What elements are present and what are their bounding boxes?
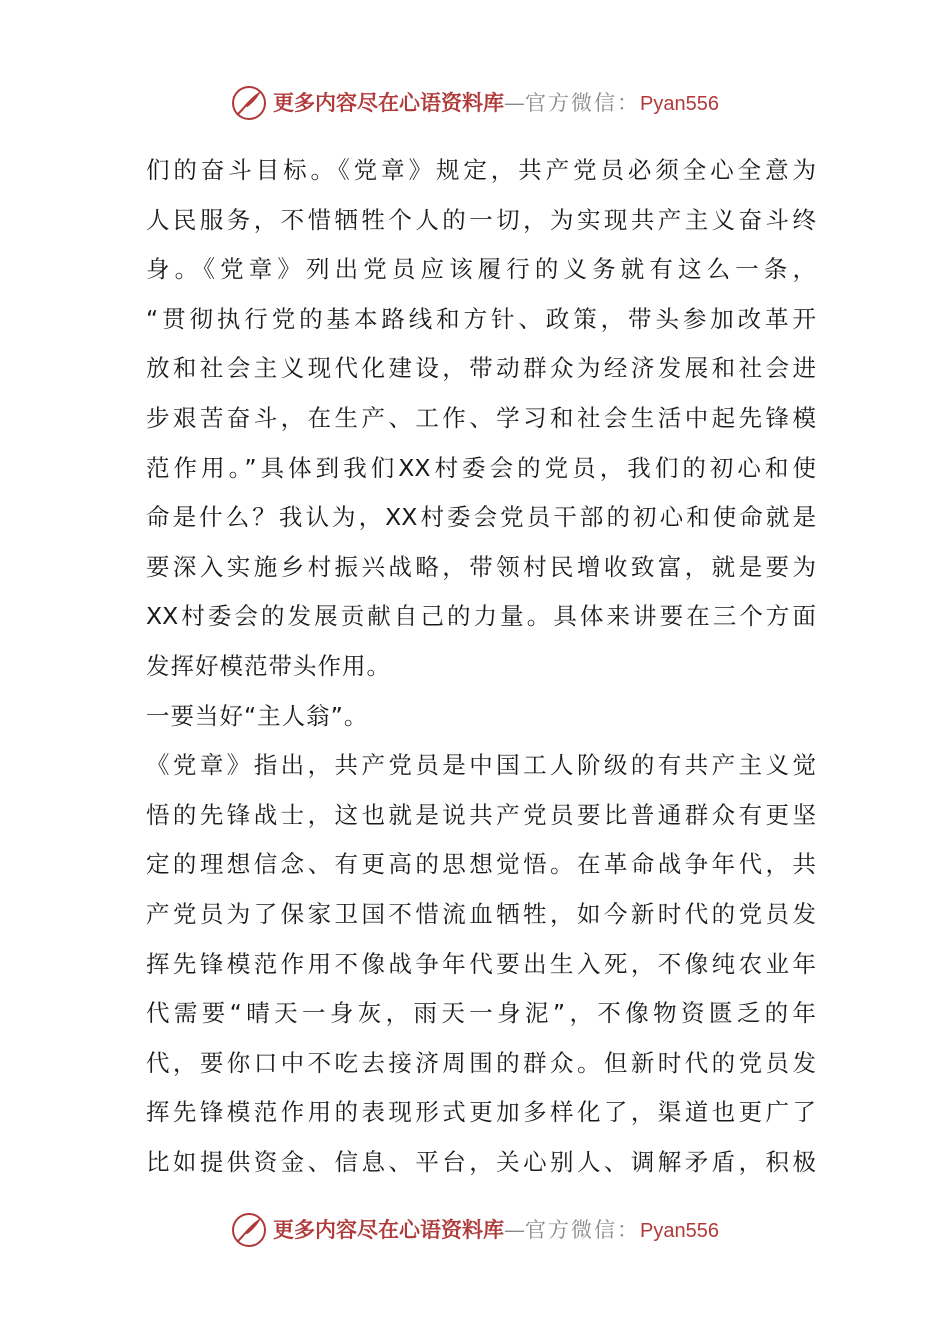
body-line: 代需要“晴天一身灰，雨天一身泥”，不像物资匮乏的年	[146, 999, 816, 1028]
body-line: 悟的先锋战士，这也就是说共产党员要比普通群众有更坚	[146, 800, 816, 829]
header-banner	[0, 83, 950, 123]
footer-wechat-label: 官方微信：	[525, 1217, 641, 1242]
body-line: 代，要你口中不吃去接济周围的群众。但新时代的党员发	[146, 1048, 816, 1077]
body-line: 范作用。”具体到我们XX村委会的党员，我们的初心和使	[146, 453, 816, 482]
body-line: “贯彻执行党的基本路线和方针、政策，带头参加改革开	[146, 304, 816, 333]
footer-site-text: 更多内容尽在心语资料库	[273, 1216, 505, 1242]
body-line: 人民服务，不惜牺牲个人的一切，为实现共产主义奋斗终	[146, 205, 816, 234]
body-line: 身。《党章》列出党员应该履行的义务就有这么一条，	[146, 255, 816, 284]
body-line: 要深入实施乡村振兴战略，带领村民增收致富，就是要为	[146, 552, 816, 581]
body-line: 挥先锋模范作用不像战争年代要出生入死，不像纯农业年	[146, 949, 816, 978]
section-heading: 一要当好“主人翁”。	[146, 701, 369, 730]
header-site-text: 更多内容尽在心语资料库	[273, 89, 505, 115]
body-line: 命是什么？我认为，XX村委会党员干部的初心和使命就是	[146, 503, 816, 532]
body-text	[146, 146, 816, 1187]
header-wechat-id: Pyan556	[640, 92, 719, 115]
header-wechat-label: 官方微信：	[525, 90, 641, 115]
footer-dash: —	[504, 1217, 526, 1242]
footer-text	[273, 1210, 719, 1251]
body-line: XX村委会的发展贡献自己的力量。具体来讲要在三个方面	[146, 602, 816, 631]
body-line: 放和社会主义现代化建设，带动群众为经济发展和社会进	[146, 354, 816, 383]
footer-banner	[0, 1210, 950, 1250]
header-text	[273, 83, 719, 124]
quill-pen-logo-icon	[231, 1212, 267, 1248]
body-line: 发挥好模范带头作用。	[146, 651, 391, 680]
footer-wechat-id: Pyan556	[640, 1219, 719, 1242]
body-line: 定的理想信念、有更高的思想觉悟。在革命战争年代，共	[146, 850, 816, 879]
body-line: 产党员为了保家卫国不惜流血牺牲，如今新时代的党员发	[146, 899, 816, 928]
body-line: 们的奋斗目标。《党章》规定，共产党员必须全心全意为	[146, 156, 816, 184]
body-line: 比如提供资金、信息、平台，关心别人、调解矛盾，积极	[146, 1147, 816, 1176]
quill-pen-logo-icon	[231, 85, 267, 121]
body-line: 步艰苦奋斗，在生产、工作、学习和社会生活中起先锋模	[146, 403, 816, 432]
body-line: 《党章》指出，共产党员是中国工人阶级的有共产主义觉	[146, 751, 816, 780]
header-dash: —	[504, 90, 526, 115]
body-line: 挥先锋模范作用的表现形式更加多样化了，渠道也更广了	[146, 1098, 816, 1127]
